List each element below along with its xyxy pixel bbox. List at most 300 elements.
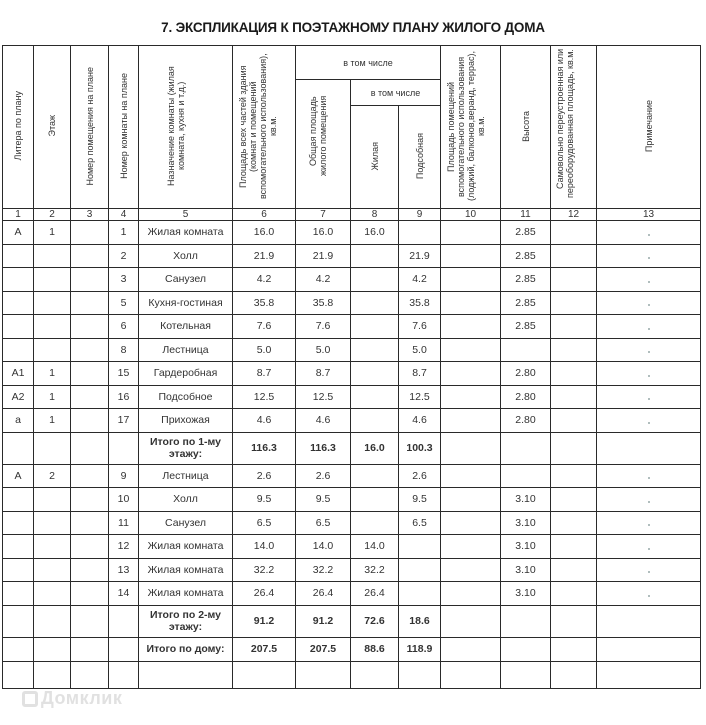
watermark-text: Домклик (41, 688, 123, 708)
table-row (3, 582, 701, 606)
cell-premise-number (71, 488, 109, 512)
total-total: 116.3 (233, 432, 296, 464)
empty-cell (441, 637, 501, 661)
empty-cell (71, 637, 109, 661)
cell-aux-use-area (441, 488, 501, 512)
header-self-rebuilt (551, 46, 597, 209)
cell-room-name: Прихожая (139, 409, 233, 433)
cell-general-area: 16.0 (296, 221, 351, 245)
cell-premise-number (71, 362, 109, 386)
empty-cell (233, 661, 296, 688)
cell-premise-number (71, 385, 109, 409)
column-number: 2 (34, 209, 71, 221)
speck-mark (648, 595, 650, 597)
cell-room-number: 9 (109, 464, 139, 488)
cell-litera: А (3, 221, 34, 245)
cell-room-name: Кухня-гостиная (139, 291, 233, 315)
table-row (3, 291, 701, 315)
speck-mark (648, 548, 650, 550)
cell-self-rebuilt (551, 409, 597, 433)
cell-aux-use-area (441, 362, 501, 386)
column-number: 3 (71, 209, 109, 221)
cell-self-rebuilt (551, 558, 597, 582)
cell-general-area: 12.5 (296, 385, 351, 409)
header-self-rebuilt-text: Самовольно переустроенная или переоборудованная площадь, кв.м. (554, 48, 575, 198)
empty-cell (441, 605, 501, 637)
cell-room-name: Жилая комната (139, 582, 233, 606)
column-number: 4 (109, 209, 139, 221)
cell-height: 2.80 (501, 385, 551, 409)
cell-note (597, 464, 701, 488)
cell-room-number: 12 (109, 535, 139, 559)
empty-cell (501, 661, 551, 688)
cell-litera (3, 535, 34, 559)
speck-mark (648, 328, 650, 330)
empty-cell (597, 637, 701, 661)
cell-note (597, 362, 701, 386)
empty-cell (3, 605, 34, 637)
cell-floor: 1 (34, 221, 71, 245)
empty-cell (34, 661, 71, 688)
cell-aux-use-area (441, 535, 501, 559)
cell-floor (34, 338, 71, 362)
cell-premise-number (71, 582, 109, 606)
cell-room-name: Лестница (139, 464, 233, 488)
empty-cell (501, 432, 551, 464)
cell-litera (3, 268, 34, 292)
empty-cell (71, 432, 109, 464)
watermark (22, 688, 122, 709)
speck-mark (648, 398, 650, 400)
cell-height: 2.85 (501, 315, 551, 339)
speck-mark (648, 351, 650, 353)
speck-mark (648, 257, 650, 259)
header-total-area (233, 46, 296, 209)
cell-auxiliary-area: 4.2 (399, 268, 441, 292)
cell-self-rebuilt (551, 535, 597, 559)
empty-cell (109, 432, 139, 464)
empty-cell (34, 432, 71, 464)
cell-litera (3, 488, 34, 512)
cell-total-area: 6.5 (233, 511, 296, 535)
cell-auxiliary-area: 21.9 (399, 244, 441, 268)
cell-total-area: 12.5 (233, 385, 296, 409)
cell-note (597, 582, 701, 606)
cell-aux-use-area (441, 315, 501, 339)
speck-mark (648, 304, 650, 306)
cell-litera (3, 582, 34, 606)
cell-note (597, 338, 701, 362)
speck-mark (648, 281, 650, 283)
cell-floor (34, 535, 71, 559)
table-row (3, 535, 701, 559)
cell-room-number: 16 (109, 385, 139, 409)
empty-row (3, 661, 701, 688)
empty-cell (551, 637, 597, 661)
cell-litera (3, 338, 34, 362)
empty-cell (551, 661, 597, 688)
total-row (3, 637, 701, 661)
column-number: 7 (296, 209, 351, 221)
cell-litera: А1 (3, 362, 34, 386)
total-row (3, 605, 701, 637)
table-row (3, 362, 701, 386)
total-general: 91.2 (296, 605, 351, 637)
total-total: 207.5 (233, 637, 296, 661)
cell-living-area (351, 464, 399, 488)
table-row (3, 268, 701, 292)
total-living: 88.6 (351, 637, 399, 661)
cell-floor: 1 (34, 385, 71, 409)
column-number: 5 (139, 209, 233, 221)
cell-self-rebuilt (551, 338, 597, 362)
cell-note (597, 409, 701, 433)
table-row (3, 385, 701, 409)
header-living-text: Жилая (369, 141, 380, 171)
cell-living-area (351, 488, 399, 512)
cell-living-area (351, 385, 399, 409)
cell-aux-use-area (441, 244, 501, 268)
empty-cell (551, 605, 597, 637)
cell-aux-use-area (441, 511, 501, 535)
cell-height: 2.85 (501, 244, 551, 268)
cell-living-area: 32.2 (351, 558, 399, 582)
cell-room-name: Холл (139, 244, 233, 268)
cell-auxiliary-area: 5.0 (399, 338, 441, 362)
cell-self-rebuilt (551, 488, 597, 512)
speck-mark (648, 571, 650, 573)
cell-room-name: Подсобное (139, 385, 233, 409)
cell-living-area: 14.0 (351, 535, 399, 559)
column-number: 10 (441, 209, 501, 221)
cell-height: 2.85 (501, 268, 551, 292)
header-height (501, 46, 551, 209)
column-number: 13 (597, 209, 701, 221)
cell-room-number: 1 (109, 221, 139, 245)
table-row (3, 511, 701, 535)
cell-premise-number (71, 464, 109, 488)
cell-premise-number (71, 268, 109, 292)
total-aux: 118.9 (399, 637, 441, 661)
cell-note (597, 511, 701, 535)
cell-aux-use-area (441, 385, 501, 409)
cell-room-name: Жилая комната (139, 558, 233, 582)
cell-litera: А2 (3, 385, 34, 409)
header-floor-text: Этаж (47, 115, 57, 137)
speck-mark (648, 501, 650, 503)
cell-room-number: 8 (109, 338, 139, 362)
cell-aux-use-area (441, 464, 501, 488)
cell-litera: А (3, 464, 34, 488)
cell-total-area: 16.0 (233, 221, 296, 245)
cell-litera (3, 291, 34, 315)
empty-cell (3, 432, 34, 464)
empty-cell (441, 661, 501, 688)
cell-auxiliary-area (399, 221, 441, 245)
empty-cell (3, 661, 34, 688)
cell-general-area: 26.4 (296, 582, 351, 606)
cell-note (597, 385, 701, 409)
cell-total-area: 4.6 (233, 409, 296, 433)
cell-self-rebuilt (551, 268, 597, 292)
total-total: 91.2 (233, 605, 296, 637)
cell-room-number: 3 (109, 268, 139, 292)
cell-self-rebuilt (551, 244, 597, 268)
header-auxiliary (399, 106, 441, 209)
cell-general-area: 4.2 (296, 268, 351, 292)
cell-general-area: 2.6 (296, 464, 351, 488)
cell-total-area: 8.7 (233, 362, 296, 386)
empty-cell (71, 605, 109, 637)
total-aux: 100.3 (399, 432, 441, 464)
cell-general-area: 5.0 (296, 338, 351, 362)
cell-auxiliary-area (399, 535, 441, 559)
cell-premise-number (71, 315, 109, 339)
cell-auxiliary-area (399, 582, 441, 606)
cell-general-area: 32.2 (296, 558, 351, 582)
total-label: Итого по 2-му этажу: (139, 605, 233, 637)
cell-premise-number (71, 535, 109, 559)
cell-premise-number (71, 244, 109, 268)
cell-general-area: 4.6 (296, 409, 351, 433)
cell-floor (34, 291, 71, 315)
cell-general-area: 8.7 (296, 362, 351, 386)
column-number: 11 (501, 209, 551, 221)
column-number: 6 (233, 209, 296, 221)
cell-height (501, 338, 551, 362)
cell-height: 3.10 (501, 488, 551, 512)
document-title: 7. ЭКСПЛИКАЦИЯ К ПОЭТАЖНОМУ ПЛАНУ ЖИЛОГО ДОМА (161, 20, 545, 35)
cell-room-number: 2 (109, 244, 139, 268)
total-row (3, 432, 701, 464)
header-general-area (296, 80, 351, 209)
cell-floor (34, 511, 71, 535)
column-number-row (3, 209, 701, 221)
cell-auxiliary-area: 6.5 (399, 511, 441, 535)
speck-mark (648, 477, 650, 479)
cell-room-name: Санузел (139, 268, 233, 292)
table-row (3, 488, 701, 512)
cell-auxiliary-area: 12.5 (399, 385, 441, 409)
empty-cell (3, 637, 34, 661)
cell-total-area: 32.2 (233, 558, 296, 582)
cell-room-number: 17 (109, 409, 139, 433)
cell-living-area (351, 362, 399, 386)
cell-general-area: 14.0 (296, 535, 351, 559)
header-premise-number-text: Номер помещения на плане (84, 66, 95, 186)
cell-total-area: 35.8 (233, 291, 296, 315)
cell-total-area: 14.0 (233, 535, 296, 559)
header-note-text: Примечание (643, 99, 654, 153)
empty-cell (441, 432, 501, 464)
empty-cell (109, 637, 139, 661)
empty-cell (296, 661, 351, 688)
cell-auxiliary-area: 35.8 (399, 291, 441, 315)
cell-litera (3, 244, 34, 268)
header-aux-area (441, 46, 501, 209)
header-general-area-text: Общая площадь жилого помещения (308, 95, 328, 176)
speck-mark (648, 234, 650, 236)
table-row (3, 244, 701, 268)
cell-room-number: 6 (109, 315, 139, 339)
cell-auxiliary-area: 9.5 (399, 488, 441, 512)
cell-height: 2.80 (501, 362, 551, 386)
table-row (3, 315, 701, 339)
table-row (3, 338, 701, 362)
header-room-purpose-text: Назначение комнаты (жилая комната, кухня и т.д.) (165, 66, 186, 186)
cell-aux-use-area (441, 338, 501, 362)
cell-litera: а (3, 409, 34, 433)
cell-living-area (351, 511, 399, 535)
cell-floor (34, 582, 71, 606)
cell-aux-use-area (441, 221, 501, 245)
empty-cell (501, 637, 551, 661)
cell-floor (34, 244, 71, 268)
cell-room-name: Лестница (139, 338, 233, 362)
header-litera-text: Литера по плану (13, 91, 23, 161)
cell-total-area: 26.4 (233, 582, 296, 606)
header-total-area-text: Площадь всех частей здания (комнат и помещений вспомогательного использования), кв.м. (238, 53, 278, 199)
cell-note (597, 488, 701, 512)
cell-note (597, 291, 701, 315)
table-row (3, 409, 701, 433)
cell-premise-number (71, 291, 109, 315)
total-general: 116.3 (296, 432, 351, 464)
cell-litera (3, 511, 34, 535)
total-aux: 18.6 (399, 605, 441, 637)
domclick-logo-icon (22, 691, 38, 707)
cell-self-rebuilt (551, 315, 597, 339)
explication-table (2, 45, 701, 689)
total-living: 16.0 (351, 432, 399, 464)
cell-note (597, 268, 701, 292)
cell-auxiliary-area (399, 558, 441, 582)
speck-mark (648, 524, 650, 526)
empty-cell (71, 661, 109, 688)
cell-total-area: 2.6 (233, 464, 296, 488)
cell-self-rebuilt (551, 385, 597, 409)
cell-room-number: 13 (109, 558, 139, 582)
cell-total-area: 4.2 (233, 268, 296, 292)
cell-note (597, 221, 701, 245)
cell-litera (3, 315, 34, 339)
cell-auxiliary-area: 4.6 (399, 409, 441, 433)
cell-height: 3.10 (501, 558, 551, 582)
cell-litera (3, 558, 34, 582)
cell-total-area: 5.0 (233, 338, 296, 362)
header-height-text: Высота (520, 110, 531, 142)
cell-floor: 1 (34, 362, 71, 386)
cell-auxiliary-area: 7.6 (399, 315, 441, 339)
cell-living-area (351, 338, 399, 362)
total-general: 207.5 (296, 637, 351, 661)
empty-cell (139, 661, 233, 688)
table-row (3, 464, 701, 488)
cell-general-area: 6.5 (296, 511, 351, 535)
header-note (597, 46, 701, 209)
cell-aux-use-area (441, 582, 501, 606)
cell-total-area: 21.9 (233, 244, 296, 268)
cell-general-area: 7.6 (296, 315, 351, 339)
cell-self-rebuilt (551, 221, 597, 245)
cell-room-number: 10 (109, 488, 139, 512)
cell-self-rebuilt (551, 464, 597, 488)
total-label: Итого по дому: (139, 637, 233, 661)
header-room-purpose (139, 46, 233, 209)
cell-premise-number (71, 409, 109, 433)
cell-room-number: 14 (109, 582, 139, 606)
column-number: 12 (551, 209, 597, 221)
cell-aux-use-area (441, 409, 501, 433)
cell-living-area: 16.0 (351, 221, 399, 245)
cell-living-area: 26.4 (351, 582, 399, 606)
cell-room-number: 5 (109, 291, 139, 315)
cell-aux-use-area (441, 291, 501, 315)
empty-cell (109, 605, 139, 637)
cell-general-area: 35.8 (296, 291, 351, 315)
header-floor (34, 46, 71, 209)
column-number: 1 (3, 209, 34, 221)
cell-living-area (351, 315, 399, 339)
cell-living-area (351, 268, 399, 292)
table-row (3, 221, 701, 245)
cell-living-area (351, 244, 399, 268)
column-number: 8 (351, 209, 399, 221)
cell-floor (34, 315, 71, 339)
cell-note (597, 558, 701, 582)
cell-premise-number (71, 558, 109, 582)
cell-floor (34, 558, 71, 582)
cell-height (501, 464, 551, 488)
cell-height: 3.10 (501, 511, 551, 535)
empty-cell (597, 432, 701, 464)
cell-height: 2.85 (501, 291, 551, 315)
header-premise-number (71, 46, 109, 209)
cell-floor (34, 488, 71, 512)
header-room-number (109, 46, 139, 209)
cell-living-area (351, 409, 399, 433)
cell-room-number: 15 (109, 362, 139, 386)
cell-aux-use-area (441, 558, 501, 582)
cell-note (597, 244, 701, 268)
cell-premise-number (71, 511, 109, 535)
header-litera (3, 46, 34, 209)
cell-self-rebuilt (551, 582, 597, 606)
table-row (3, 558, 701, 582)
empty-cell (34, 605, 71, 637)
cell-room-name: Жилая комната (139, 535, 233, 559)
header-aux-area-text: Площадь помещений вспомогательного использования (лоджий, балконов,веранд, террас), кв.м. (445, 51, 486, 201)
cell-height: 3.10 (501, 535, 551, 559)
empty-cell (597, 661, 701, 688)
header-group-inner: в том числе (351, 80, 441, 106)
empty-cell (399, 661, 441, 688)
cell-room-name: Санузел (139, 511, 233, 535)
column-number: 9 (399, 209, 441, 221)
empty-cell (597, 605, 701, 637)
cell-floor: 1 (34, 409, 71, 433)
cell-note (597, 315, 701, 339)
cell-premise-number (71, 221, 109, 245)
cell-note (597, 535, 701, 559)
cell-room-name: Холл (139, 488, 233, 512)
empty-cell (501, 605, 551, 637)
cell-aux-use-area (441, 268, 501, 292)
header-auxiliary-text: Подсобная (414, 132, 425, 180)
cell-room-number: 11 (109, 511, 139, 535)
cell-height: 2.80 (501, 409, 551, 433)
empty-cell (34, 637, 71, 661)
